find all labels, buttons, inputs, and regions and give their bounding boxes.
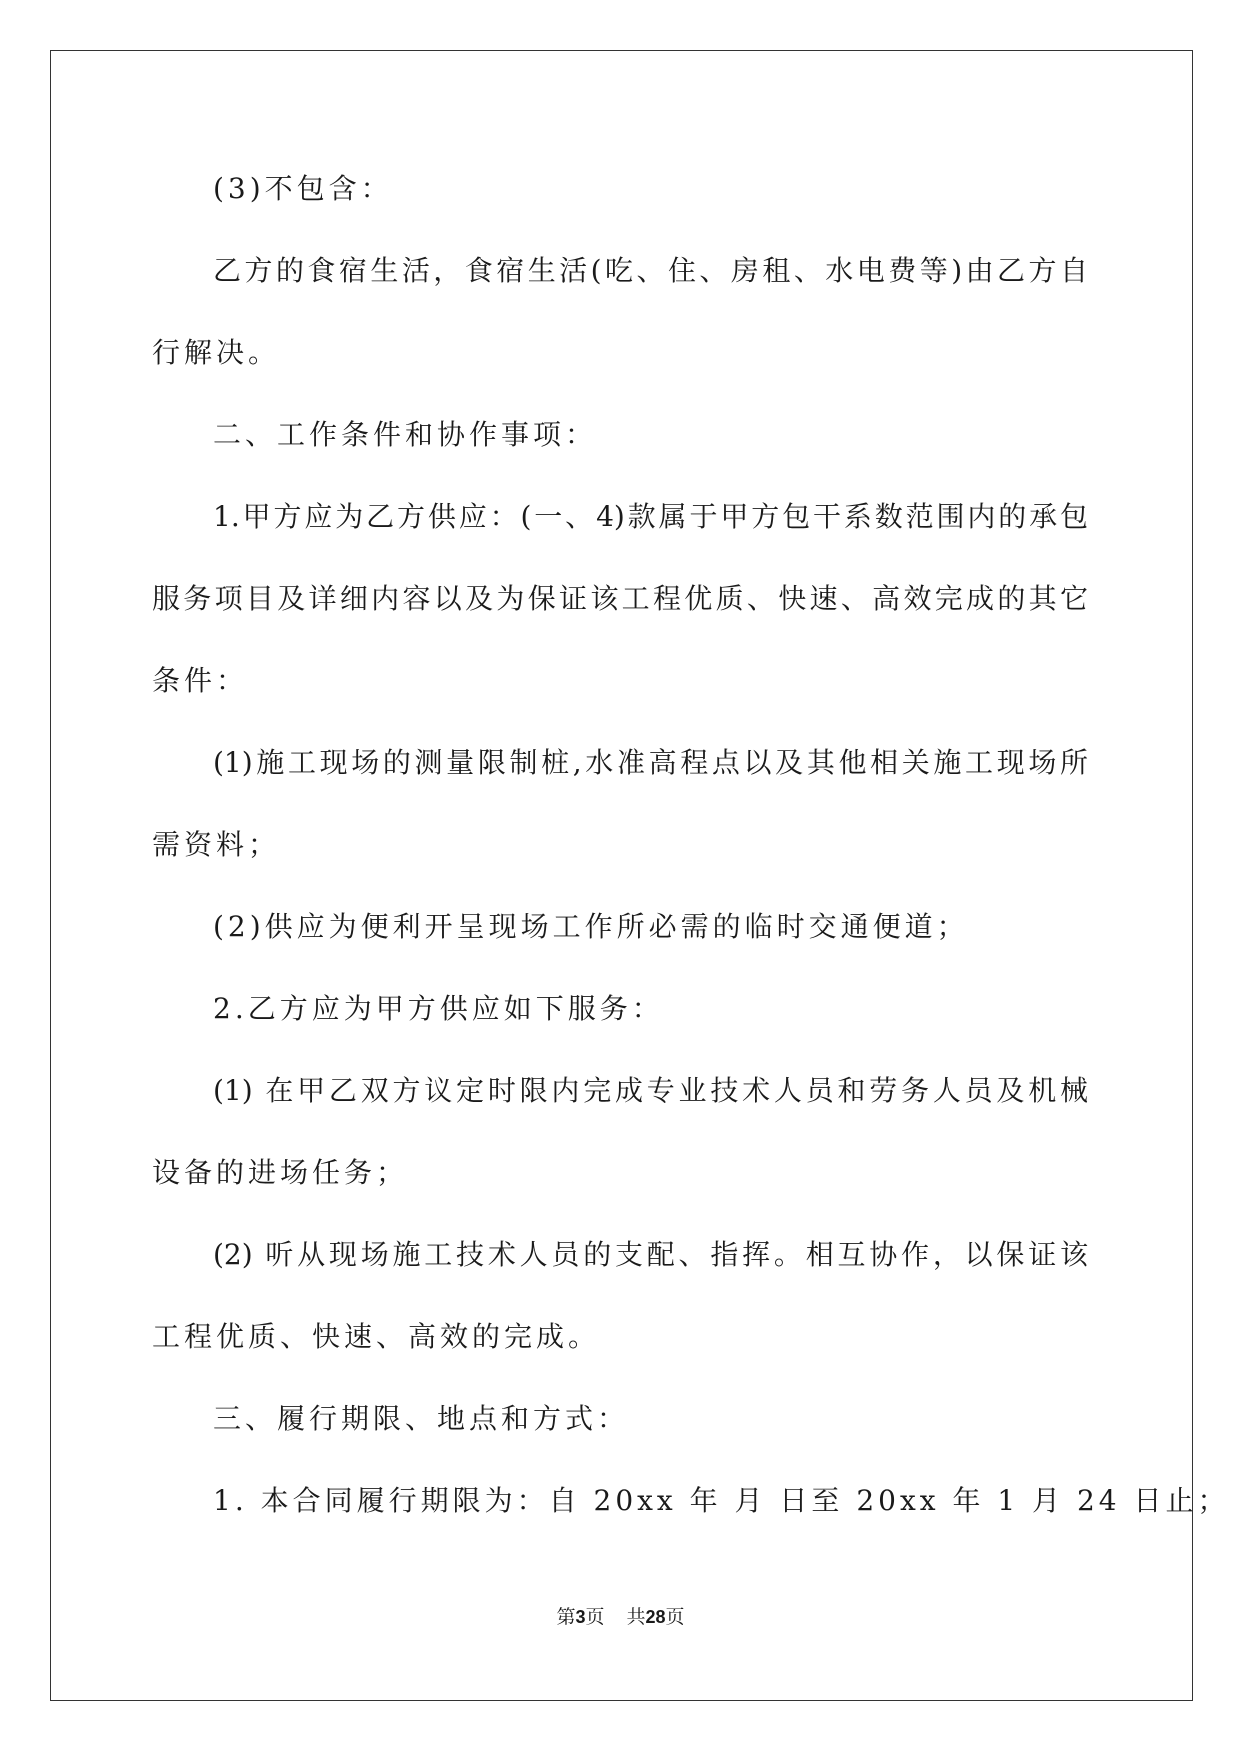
document-body	[152, 148, 1230, 1542]
text-line: 2.乙方应为甲方供应如下服务：	[213, 992, 664, 1025]
section-heading: 三、履行期限、地点和方式：	[213, 1402, 630, 1435]
page-mid: 页	[585, 1606, 605, 1628]
text-line: 工程优质、快速、高效的完成。	[152, 1320, 601, 1353]
page-total: 28	[645, 1607, 666, 1627]
total-suffix: 页	[665, 1606, 685, 1628]
total-prefix: 共	[626, 1606, 646, 1628]
page-current: 3	[575, 1607, 586, 1627]
text-line: 服务项目及详细内容以及为保证该工程优质、快速、高效完成的其它	[152, 582, 1088, 615]
text-line: 乙方的食宿生活，食宿生活(吃、住、房租、水电费等)由乙方自	[213, 254, 1088, 287]
text-line: (1)施工现场的测量限制桩,水准高程点以及其他相关施工现场所	[213, 746, 1088, 779]
text-line: (2) 听从现场施工技术人员的支配、指挥。相互协作，以保证该	[213, 1238, 1088, 1271]
text-line: 需资料；	[152, 828, 281, 861]
text-line: (1) 在甲乙双方议定时限内完成专业技术人员和劳务人员及机械	[213, 1074, 1088, 1107]
page-footer	[0, 1602, 1241, 1629]
text-line: 1.甲方应为乙方供应：(一、4)款属于甲方包干系数范围内的承包	[213, 500, 1088, 533]
text-line: 设备的进场任务；	[152, 1156, 409, 1189]
text-line: 1. 本合同履行期限为：自 20xx 年 月 日至 20xx 年 1 月 24 日止；	[213, 1484, 1230, 1517]
text-line: 条件：	[152, 664, 249, 697]
section-heading: 二、工作条件和协作事项：	[213, 418, 598, 451]
text-line: (2)供应为便利开呈现场工作所必需的临时交通便道；	[213, 910, 969, 943]
page-prefix: 第	[556, 1606, 576, 1628]
text-line: (3)不包含：	[213, 172, 393, 205]
text-line: 行解决。	[152, 336, 281, 369]
